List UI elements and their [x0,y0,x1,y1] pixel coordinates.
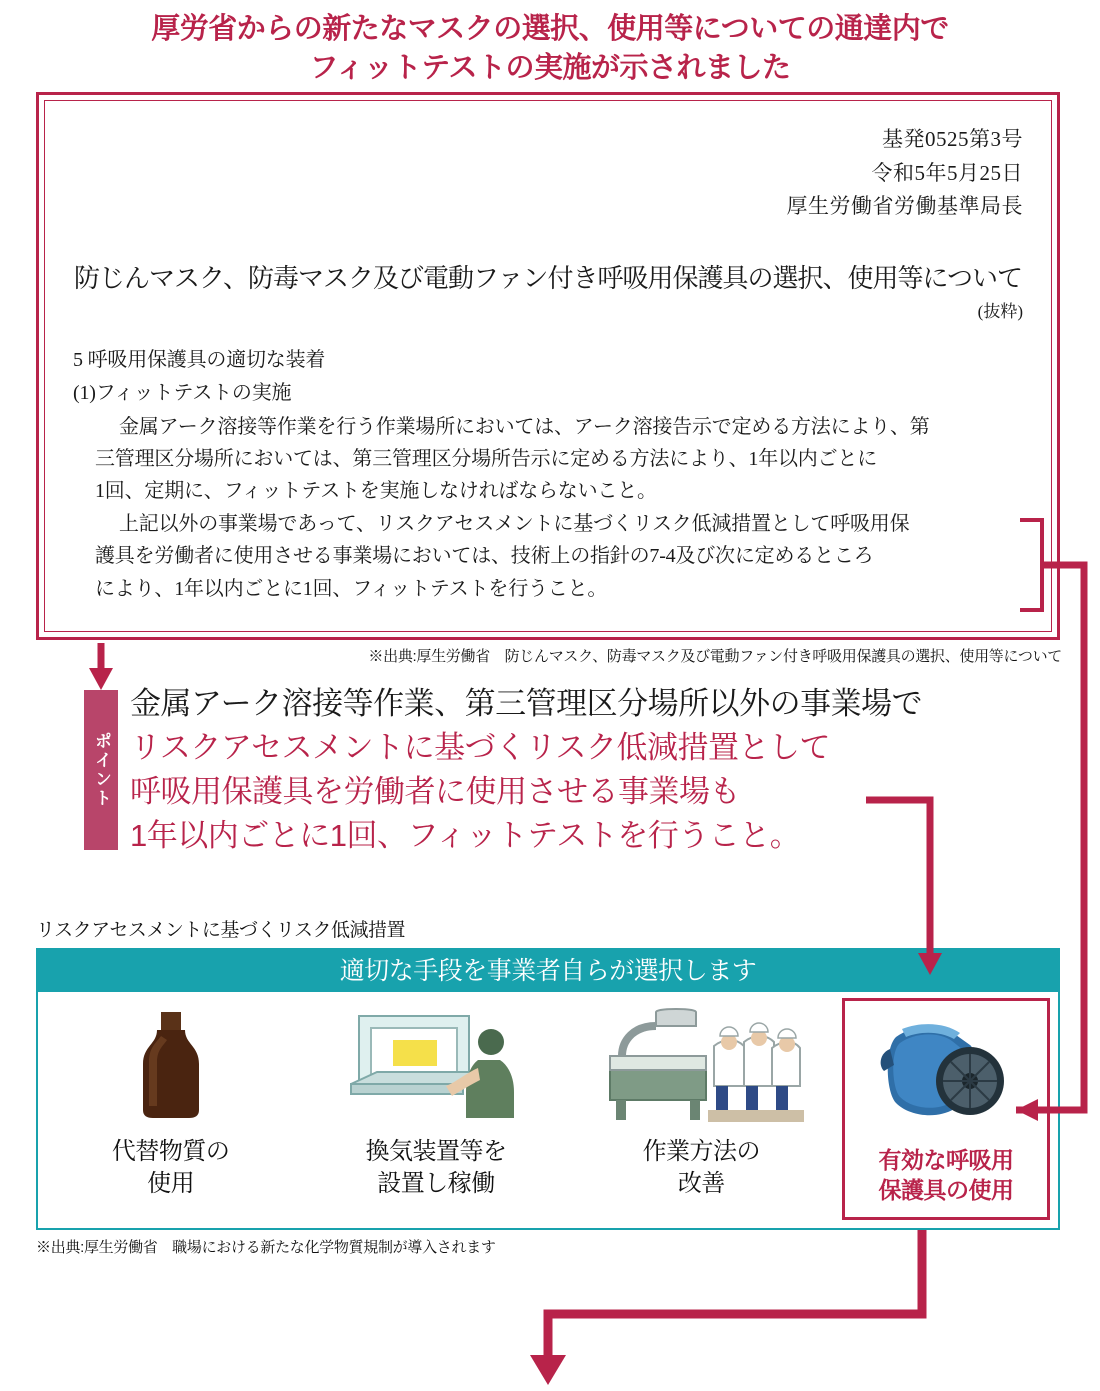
point-line-4: 1年以内ごとに1回、フィットテストを行うこと。 [130,818,801,854]
source-note-measures: ※出典:厚生労働省 職場における新たな化学物質規制が導入されます [36,1239,496,1256]
workline-icon [596,1006,806,1124]
measure-caption-substitute-line-1: 代替物質の [111,1138,230,1165]
page-title-line-2: フィットテストの実施が示されました [309,52,791,85]
measure-caption-respirator [878,1145,1013,1206]
measure-caption-ventilation [365,1136,506,1199]
notice-paragraph-1-line-1: 金属アーク溶接等作業を行う作業場所においては、アーク溶接告示で定める方法により、第 [119,415,930,438]
measure-item-ventilation [303,992,568,1230]
notice-date: 令和5年5月25日 [871,160,1023,185]
measure-caption-respirator-line-2: 保護具の使用 [878,1177,1014,1204]
risk-measures-label: リスクアセスメントに基づくリスク低減措置 [36,920,406,941]
page-title [0,10,1100,88]
measure-caption-ventilation-line-1: 換気装置等を [365,1138,507,1165]
notice-paragraph-1-line-2: 三管理区分場所においては、第三管理区分場所告示に定める方法により、1年以内ごとに [95,447,877,470]
measure-caption-substitute [112,1136,230,1199]
notice-paragraph-1-line-3: 1回、定期に、フィットテストを実施しなければならないこと。 [95,480,657,503]
page-title-line-1: 厚労省からの新たなマスクの選択、使用等についての通達内で [151,13,949,45]
respirator-icon [866,1015,1026,1133]
arrowhead-bottom-flow [530,1355,566,1385]
measures-panel [36,948,1060,1230]
source-note-notice: ※出典:厚生労働省 防じんマスク、防毒マスク及び電動ファン付き呼吸用保護具の選択、使用等について [368,648,1062,665]
point-line-1: 金属アーク溶接等作業、第三管理区分場所以外の事業場で [130,686,923,721]
notice-document-inner [44,100,1052,632]
measures-header: 適切な手段を事業者自らが選択します [38,950,1058,992]
connector-bottom-flow [548,1230,922,1362]
measure-item-substitute [38,992,303,1230]
point-line-3: 呼吸用保護具を労働者に使用させる事業場も [130,774,740,810]
measure-caption-workmethod [643,1136,761,1199]
notice-meta [73,123,1023,224]
notice-section-heading: 5 呼吸用保護具の適切な装着 [73,348,326,371]
measure-caption-respirator-line-1: 有効な呼吸用 [878,1147,1014,1173]
notice-title: 防じんマスク、防毒マスク及び電動ファン付き呼吸用保護具の選択、使用等について [74,263,1022,293]
measure-caption-workmethod-line-2: 改善 [677,1169,725,1197]
measure-item-respirator [842,998,1050,1220]
notice-subsection-heading: (1)フィットテストの実施 [73,382,292,405]
measure-caption-substitute-line-2: 使用 [147,1169,195,1197]
notice-number: 基発0525第3号 [882,127,1023,151]
notice-excerpt-mark: (抜粋) [977,301,1023,321]
point-line-2: リスクアセスメントに基づくリスク低減措置として [130,730,830,766]
measure-caption-workmethod-line-1: 作業方法の [642,1138,761,1165]
point-text [130,682,1080,858]
notice-paragraph-2-line-2: 護具を労働者に使用させる事業場においては、技術上の指針の7-4及び次に定めるところ [95,545,874,568]
arrowhead-to-point [89,668,113,690]
notice-document-box [36,92,1060,640]
notice-paragraph-2-line-1: 上記以外の事業場であって、リスクアセスメントに基づくリスク低減措置として呼吸用保 [119,512,910,535]
notice-issuer: 厚生労働省労働基準局長 [786,194,1023,219]
measure-caption-ventilation-line-2: 設置し稼働 [377,1169,495,1197]
measure-item-workmethod [569,992,834,1230]
bottle-icon [111,1006,231,1124]
ventilation-icon [341,1006,531,1124]
measures-row [38,992,1058,1230]
point-tab-label: ポイント [84,690,118,850]
notice-paragraph-2-line-3: により、1年以内ごとに1回、フィットテストを行うこと。 [95,577,608,600]
notice-body [73,344,1023,605]
